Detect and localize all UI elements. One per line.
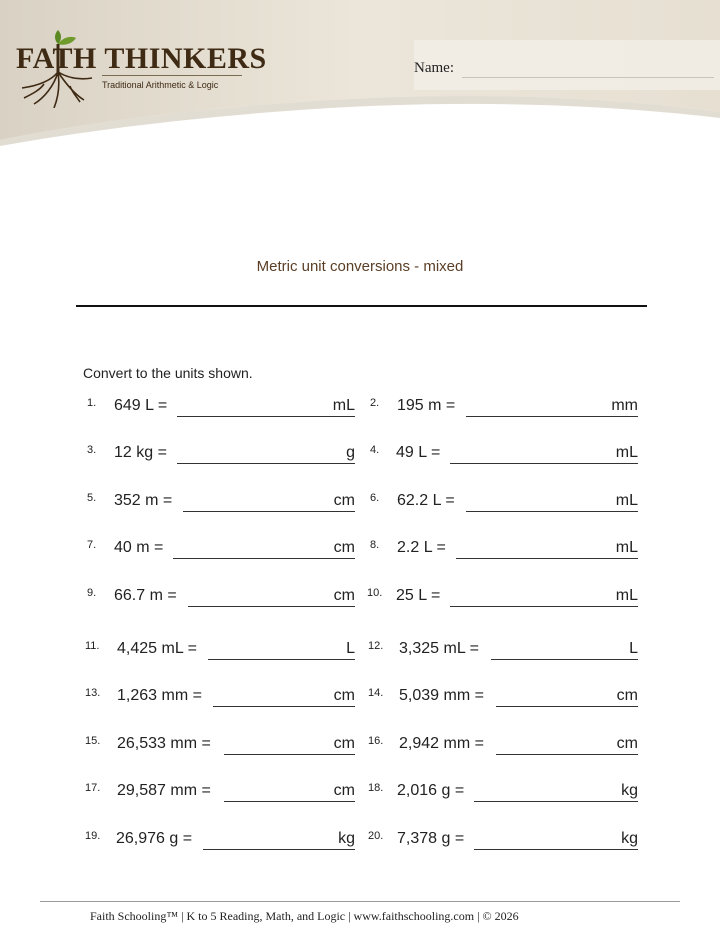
answer-blank[interactable] xyxy=(224,782,355,802)
problem-item xyxy=(87,444,355,468)
target-unit: mL xyxy=(332,397,355,414)
answer-blank[interactable] xyxy=(466,492,638,512)
answer-blank[interactable] xyxy=(224,735,355,755)
problem-item xyxy=(87,397,355,421)
target-unit: L xyxy=(629,640,638,657)
problem-item xyxy=(87,492,355,516)
target-unit: cm xyxy=(333,687,355,704)
target-unit: cm xyxy=(333,735,355,752)
target-unit: kg xyxy=(621,782,638,799)
answer-blank[interactable] xyxy=(450,444,638,464)
worksheet-title: Metric unit conversions - mixed xyxy=(256,258,464,275)
problem-number: 13. xyxy=(85,687,101,699)
answer-blank[interactable] xyxy=(183,492,355,512)
problem-expression: 5,039 mm = xyxy=(399,687,484,704)
problem-number: 20. xyxy=(368,830,384,842)
problem-expression: 62.2 L = xyxy=(397,492,455,509)
target-unit: cm xyxy=(616,735,638,752)
target-unit: kg xyxy=(338,830,355,847)
target-unit: cm xyxy=(333,782,355,799)
footer-text: Faith Schooling™ | K to 5 Reading, Math, and Logic | www.faithschooling.com | © 2026 xyxy=(90,909,519,923)
problem-item xyxy=(87,587,355,611)
answer-blank[interactable] xyxy=(491,640,638,660)
answer-blank[interactable] xyxy=(213,687,355,707)
problem-number: 1. xyxy=(87,397,97,409)
problem-expression: 7,378 g = xyxy=(397,830,465,847)
problem-number: 10. xyxy=(367,587,383,599)
target-unit: mL xyxy=(615,444,638,461)
problem-number: 15. xyxy=(85,735,101,747)
logo-divider xyxy=(102,75,242,76)
problem-number: 5. xyxy=(87,492,97,504)
problem-item xyxy=(85,687,355,711)
problem-item xyxy=(368,782,638,806)
problem-expression: 352 m = xyxy=(114,492,173,509)
problem-item xyxy=(85,640,355,664)
problem-number: 14. xyxy=(368,687,384,699)
answer-blank[interactable] xyxy=(203,830,355,850)
problem-expression: 26,533 mm = xyxy=(117,735,211,752)
answer-blank[interactable] xyxy=(173,539,355,559)
problem-item xyxy=(368,687,638,711)
problem-item xyxy=(370,444,638,468)
problem-expression: 195 m = xyxy=(397,397,456,414)
answer-blank[interactable] xyxy=(466,397,638,417)
answer-blank[interactable] xyxy=(208,640,355,660)
problem-number: 3. xyxy=(87,444,97,456)
answer-blank[interactable] xyxy=(474,782,638,802)
instructions: Convert to the units shown. xyxy=(83,365,253,381)
problem-expression: 49 L = xyxy=(396,444,441,461)
target-unit: cm xyxy=(333,587,355,604)
target-unit: mL xyxy=(615,539,638,556)
answer-blank[interactable] xyxy=(188,587,355,607)
name-write-line[interactable] xyxy=(462,77,714,78)
problem-number: 11. xyxy=(85,640,100,652)
problem-expression: 2,942 mm = xyxy=(399,735,484,752)
problem-number: 9. xyxy=(87,587,97,599)
target-unit: mL xyxy=(615,492,638,509)
logo-subtitle: Traditional Arithmetic & Logic xyxy=(102,80,219,90)
problem-item xyxy=(368,830,638,854)
problem-item xyxy=(85,830,355,854)
footer-divider xyxy=(40,901,680,902)
problem-item xyxy=(370,539,638,563)
answer-blank[interactable] xyxy=(450,587,638,607)
answer-blank[interactable] xyxy=(456,539,638,559)
problem-expression: 26,976 g = xyxy=(116,830,193,847)
problem-expression: 29,587 mm = xyxy=(117,782,211,799)
problem-number: 17. xyxy=(85,782,101,794)
problem-item xyxy=(367,587,638,611)
problem-number: 8. xyxy=(370,539,380,551)
problem-expression: 66.7 m = xyxy=(114,587,177,604)
answer-blank[interactable] xyxy=(496,735,638,755)
answer-blank[interactable] xyxy=(496,687,638,707)
problem-number: 6. xyxy=(370,492,380,504)
problem-number: 18. xyxy=(368,782,384,794)
problem-expression: 4,425 mL = xyxy=(117,640,197,657)
problem-item xyxy=(368,735,638,759)
logo-title: FATH THINKERS xyxy=(16,42,267,75)
target-unit: cm xyxy=(333,539,355,556)
problem-number: 7. xyxy=(87,539,97,551)
problem-item xyxy=(85,782,355,806)
target-unit: kg xyxy=(621,830,638,847)
problem-expression: 1,263 mm = xyxy=(117,687,202,704)
title-divider xyxy=(76,305,647,307)
answer-blank[interactable] xyxy=(177,444,355,464)
answer-blank[interactable] xyxy=(474,830,638,850)
answer-blank[interactable] xyxy=(177,397,355,417)
target-unit: cm xyxy=(616,687,638,704)
problem-expression: 40 m = xyxy=(114,539,164,556)
problem-item xyxy=(85,735,355,759)
target-unit: cm xyxy=(333,492,355,509)
problem-item xyxy=(368,640,638,664)
problem-expression: 25 L = xyxy=(396,587,441,604)
problem-number: 12. xyxy=(368,640,384,652)
problem-number: 2. xyxy=(370,397,380,409)
problem-number: 16. xyxy=(368,735,384,747)
name-field[interactable] xyxy=(414,48,720,88)
problem-expression: 3,325 mL = xyxy=(399,640,479,657)
problem-expression: 12 kg = xyxy=(114,444,167,461)
problem-item xyxy=(87,539,355,563)
problem-expression: 2.2 L = xyxy=(397,539,446,556)
problem-expression: 649 L = xyxy=(114,397,168,414)
target-unit: mm xyxy=(611,397,638,414)
problem-expression: 2,016 g = xyxy=(397,782,465,799)
faith-thinkers-logo xyxy=(6,28,267,108)
target-unit: mL xyxy=(615,587,638,604)
target-unit: L xyxy=(346,640,355,657)
target-unit: g xyxy=(346,444,355,461)
problem-item xyxy=(370,397,638,421)
problem-number: 4. xyxy=(370,444,380,456)
problem-item xyxy=(370,492,638,516)
name-label: Name: xyxy=(414,60,454,76)
problem-number: 19. xyxy=(85,830,101,842)
